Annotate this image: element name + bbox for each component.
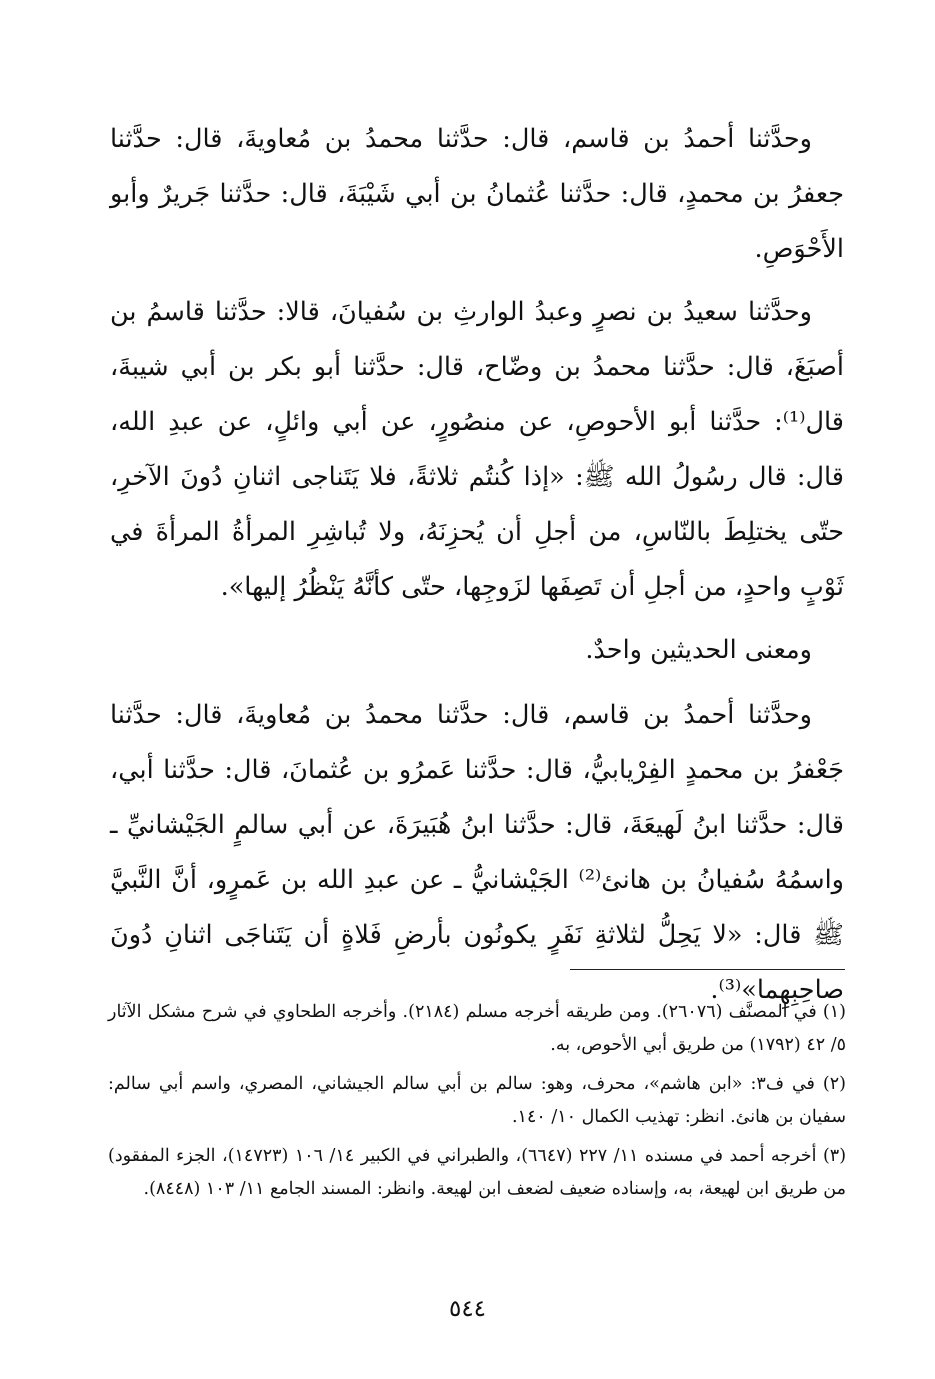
paragraph-2: وحدَّثنا سعيدُ بن نصرٍ وعبدُ الوارثِ بن سُفيانَ، قالا: حدَّثنا قاسمُ بن أصبَغَ، قال: حدَّثنا محمدُ بن وضّاح، قال: حدَّثنا أبو بكر بن أبي شيبةَ، قال⁽¹⁾: حدَّثنا أبو الأحوصِ، عن منصُورٍ، عن أبي وائلٍ، عن عبدِ الله، قال: قال رسُولُ الله ﷺ: «إذا كُنتُم ثلاثةً، فلا يَتَناجى اثنانِ دُونَ الآخرِ، حتّى يختلِطَ بالنّاسِ، من أجلِ أن يُحزِنَهُ، ولا تُباشِرِ المرأةُ المرأةَ في ثَوْبٍ واحدٍ، من أجلِ أن تَصِفَها لزَوجِها، حتّى كأنَّهُ يَنْظُرُ إليها». (110, 297, 844, 602)
page-number: ٥٤٤ (448, 1296, 487, 1322)
footnotes (108, 996, 846, 1212)
paragraph-4: وحدَّثنا أحمدُ بن قاسم، قال: حدَّثنا محمدُ بن مُعاويةَ، قال: حدَّثنا جَعْفرُ بن محمدٍ الفِرْيابيُّ، قال: حدَّثنا عَمرُو بن عُثمانَ، قال: حدَّثنا أبي، قال: حدَّثنا ابنُ لَهيعَةَ، قال: حدَّثنا ابنُ هُبَيرَةَ، عن أبي سالمٍ الجَيْشانيِّ ـ واسمُهُ سُفيانُ بن هانئ⁽²⁾ الجَيْشانيُّ ـ عن عبدِ الله بن عَمرٍو، أنَّ النَّبيَّ ﷺ قال: «لا يَحِلُّ لثلاثةِ نَفَرٍ يكونُون بأرضِ فَلاةٍ أن يَتَناجَى اثنانِ دُونَ صاحِبِهِما»⁽³⁾. (110, 700, 844, 1005)
main-text (110, 112, 844, 1026)
paragraph-3: ومعنى الحديثين واحدٌ. (585, 635, 812, 665)
footnote-3: (٣) أخرجه أحمد في مسنده ١١/ ٢٢٧ (٦٦٤٧)، والطبراني في الكبير ١٤/ ١٠٦ (١٤٧٢٣)، الجزء المفقود) من طريق ابن لهيعة، به، وإسناده ضعيف لضعف ابن لهيعة. وانظر: المسند الجامع ١١/ ١٠٣ (٨٤٤٨). (108, 1146, 847, 1199)
footnote-2: (٢) في ف٣: «ابن هاشم»، محرف، وهو: سالم بن أبي سالم الجيشاني، المصري، واسم أبي سالم: سفيان بن هانئ. انظر: تهذيب الكمال ١٠/ ١٤٠. (108, 1074, 846, 1127)
footnote-1: (١) في المصنَّف (٢٦٠٧٦). ومن طريقه أخرجه مسلم (٢١٨٤). وأخرجه الطحاوي في شرح مشكل الآثار ٥/ ٤٢ (١٧٩٢) من طريق أبي الأحوص، به. (108, 1002, 846, 1055)
footnote-divider (570, 969, 845, 970)
paragraph-1: وحدَّثنا أحمدُ بن قاسم، قال: حدَّثنا محمدُ بن مُعاويةَ، قال: حدَّثنا جعفرُ بن محمدٍ، قال: حدَّثنا عُثمانُ بن أبي شَيْبَةَ، قال: حدَّثنا جَريرٌ وأبو الأَحْوَصِ. (110, 124, 844, 264)
